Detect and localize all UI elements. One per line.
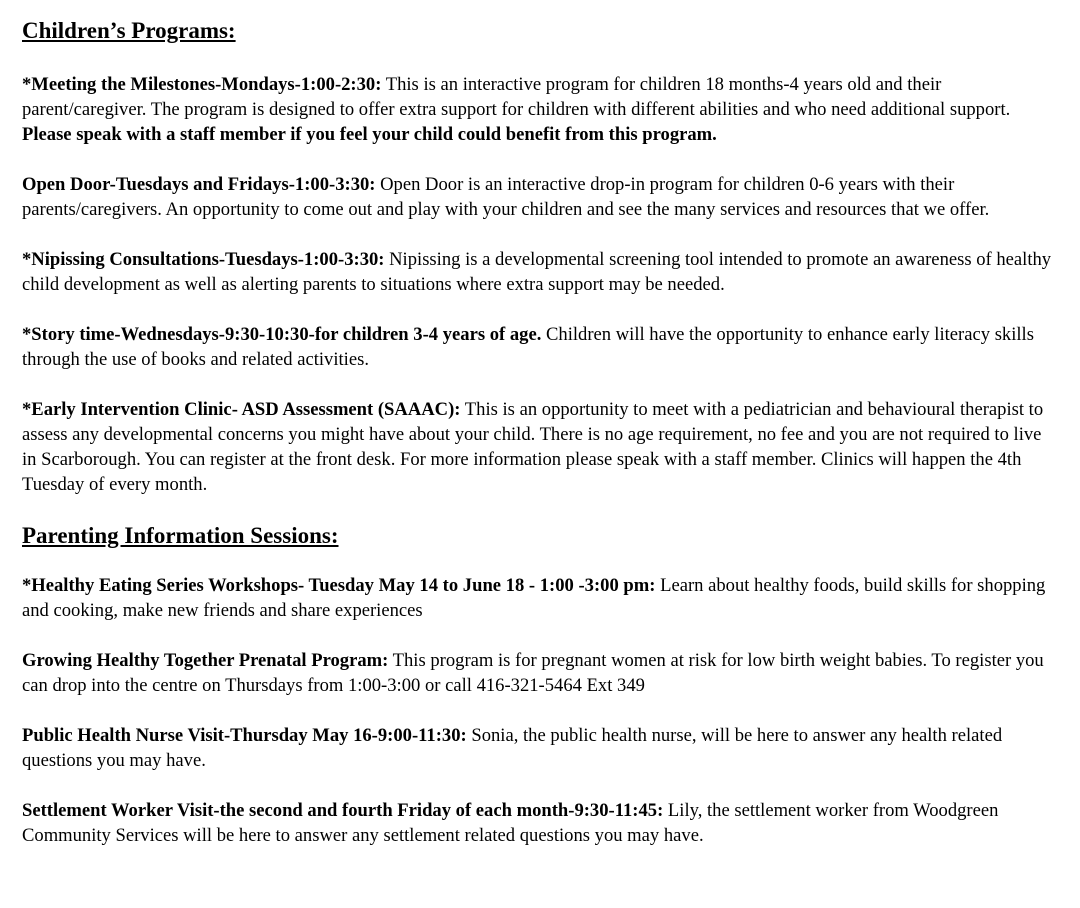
session-description: Lily, the settlement worker from Woodgreen Community Services will be here to answer any settlement related questions you may have. xyxy=(22,800,999,846)
session-entry-nurse-visit xyxy=(22,723,1060,773)
childrens-programs-heading: Children’s Programs: xyxy=(22,18,236,43)
session-title: Growing Healthy Together Prenatal Program: xyxy=(22,650,389,671)
program-entry-meeting-milestones xyxy=(22,72,1060,147)
session-entry-healthy-eating xyxy=(22,573,1060,623)
program-description: Nipissing is a developmental screening tool intended to promote an awareness of healthy child development as well as alerting parents to situations where extra support may be needed. xyxy=(22,249,1052,295)
program-entry-story-time xyxy=(22,322,1060,372)
program-title: *Meeting the Milestones-Mondays-1:00-2:30: xyxy=(22,74,382,95)
session-description: Sonia, the public health nurse, will be here to answer any health related questions you may have. xyxy=(22,725,1003,771)
session-title: Public Health Nurse Visit-Thursday May 16-9:00-11:30: xyxy=(22,725,467,746)
session-description: Learn about healthy foods, build skills for shopping and cooking, make new friends and share experiences xyxy=(22,575,1046,621)
program-description: Open Door is an interactive drop-in program for children 0-6 years with their parents/caregivers. An opportunity to come out and play with your children and see the many services and resources that we offer. xyxy=(22,174,990,220)
session-description: This program is for pregnant women at risk for low birth weight babies. To register you can drop into the centre on Thursdays from 1:00-3:00 or call 416-321-5464 Ext 349 xyxy=(22,650,1044,696)
program-entry-open-door xyxy=(22,172,1060,222)
program-title: Open Door-Tuesdays and Fridays-1:00-3:30: xyxy=(22,174,376,195)
program-description: Children will have the opportunity to enhance early literacy skills through the use of books and related activities. xyxy=(22,324,1034,370)
session-title: *Healthy Eating Series Workshops- Tuesday May 14 to June 18 - 1:00 -3:00 pm: xyxy=(22,575,656,596)
parenting-sessions-heading: Parenting Information Sessions: xyxy=(22,523,339,548)
session-title: Settlement Worker Visit-the second and fourth Friday of each month-9:30-11:45: xyxy=(22,800,664,821)
program-description: This is an interactive program for children 18 months-4 years old and their parent/caregiver. The program is designed to offer extra support for children with different abilities and who need additional support. xyxy=(22,74,1011,120)
program-title: *Nipissing Consultations-Tuesdays-1:00-3:30: xyxy=(22,249,385,270)
session-entry-settlement-visit xyxy=(22,798,1060,848)
program-entry-early-intervention xyxy=(22,397,1060,497)
program-note: Please speak with a staff member if you feel your child could benefit from this program. xyxy=(22,124,717,145)
session-entry-growing-healthy xyxy=(22,648,1060,698)
program-description: This is an opportunity to meet with a pediatrician and behavioural therapist to assess any developmental concerns you might have about your child. There is no age requirement, no fee and you are not required to live in Scarborough. You can register at the front desk. For more information please speak with a staff member. Clinics will happen the 4th Tuesday of every month. xyxy=(22,399,1044,495)
program-title: *Early Intervention Clinic- ASD Assessment (SAAAC): xyxy=(22,399,461,420)
program-entry-nipissing xyxy=(22,247,1060,297)
program-title: *Story time-Wednesdays-9:30-10:30-for children 3-4 years of age. xyxy=(22,324,542,345)
